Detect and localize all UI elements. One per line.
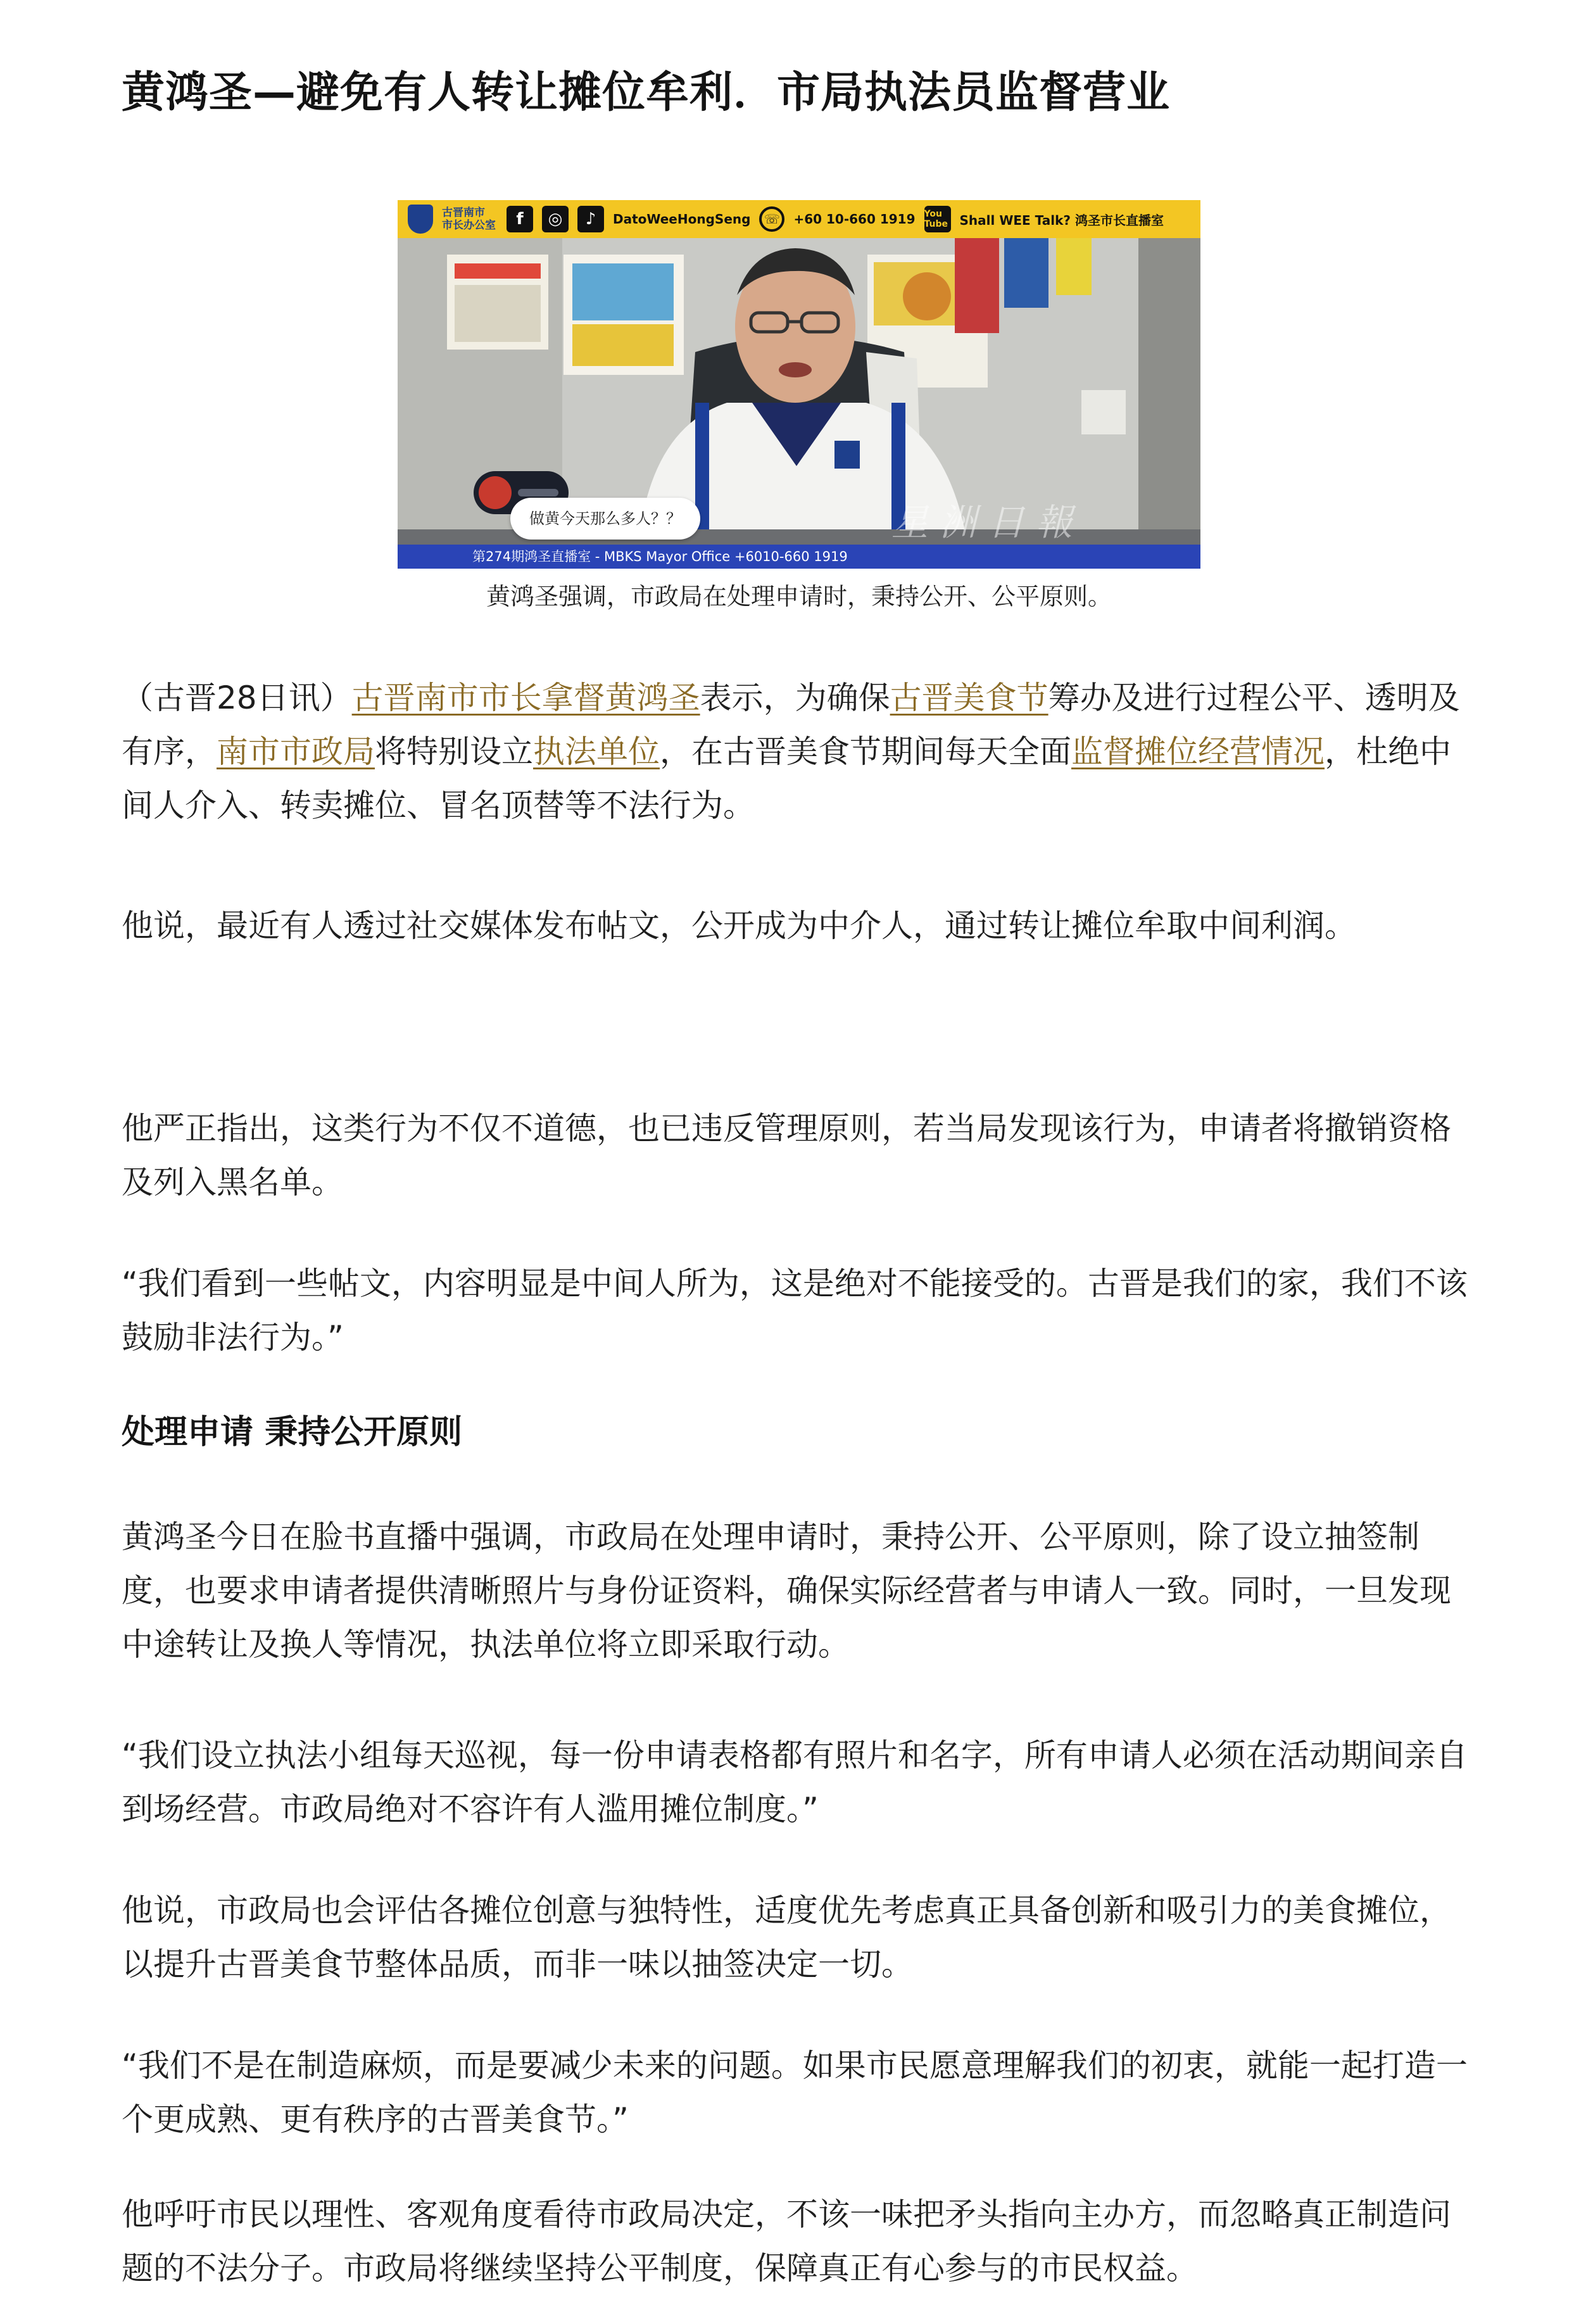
facebook-icon: f — [507, 206, 533, 232]
article-paragraph: 他呼吁市民以理性、客观角度看待市政局决定，不该一味把矛头指向主办方，而忽略真正制造问题的不法分子。市政局将继续坚持公平制度，保障真正有心参与的市民权益。 — [122, 2196, 1451, 2287]
stream-top-banner — [398, 200, 1200, 238]
stream-bottom-banner: 第274期鸿圣直播室 - MBKS Mayor Office +6010-660 1919 — [398, 545, 1200, 569]
newspaper-watermark: 星洲日報 — [891, 501, 1085, 544]
paragraph-text: ，杜绝中间人介入、转卖摊位、冒名顶替等不法行为。 — [122, 733, 1451, 824]
link-city-council[interactable]: 南市市政局 — [217, 733, 375, 770]
office-label: 古晋南市 市长办公室 — [442, 206, 496, 232]
paragraph-text: 筹办及进行过程公平、透明及有序， — [122, 679, 1460, 770]
dateline-text: （古晋28日讯） — [122, 679, 352, 716]
social-handle: DatoWeeHongSeng — [613, 212, 751, 227]
show-name: Shall WEE Talk? 鸿圣市长直播室 — [959, 212, 1164, 228]
article-paragraph: 他严正指出，这类行为不仅不道德，也已违反管理原则，若当局发现该行为，申请者将撤销资格及列入黑名单。 — [122, 1110, 1451, 1201]
phone-number: +60 10-660 1919 — [793, 212, 916, 227]
photo-caption: 黄鸿圣强调，市政局在处理申请时，秉持公开、公平原则。 — [486, 583, 1112, 610]
article-quote: “我们看到一些帖文，内容明显是中间人所为，这是绝对不能接受的。古晋是我们的家，我们不该鼓励非法行为。” — [122, 1265, 1468, 1356]
avatar-icon — [479, 476, 512, 509]
link-mayor[interactable]: 古晋南市市长拿督黄鸿圣 — [351, 679, 700, 716]
paragraph-text: ，在古晋美食节期间每天全面 — [660, 733, 1071, 770]
youtube-icon: You Tube — [924, 206, 951, 232]
article-quote: “我们不是在制造麻烦，而是要减少未来的问题。如果市民愿意理解我们的初衷，就能一起打造一个更成熟、更有秩序的古晋美食节。” — [122, 2047, 1468, 2138]
article-paragraph: 黄鸿圣今日在脸书直播中强调，市政局在处理申请时，秉持公开、公平原则，除了设立抽签制度，也要求申请者提供清晰照片与身份证资料，确保实际经营者与申请人一致。同时，一旦发现中途转让及换人等情况，执法单位将立即采取行动。 — [122, 1519, 1451, 1663]
article-quote: “我们设立执法小组每天巡视，每一份申请表格都有照片和名字，所有申请人必须在活动期间亲自到场经营。市政局绝对不容许有人滥用摊位制度。” — [122, 1737, 1468, 1828]
tiktok-icon: ♪ — [577, 206, 604, 232]
blurred-username — [518, 489, 558, 496]
link-stall-monitoring[interactable]: 监督摊位经营情况 — [1071, 733, 1325, 770]
instagram-icon: ◎ — [542, 206, 569, 232]
paragraph-text: 将特别设立 — [375, 733, 533, 770]
article-paragraph: 他说，市政局也会评估各摊位创意与独特性，适度优先考虑真正具备创新和吸引力的美食摊位，以提升古晋美食节整体品质，而非一味以抽签决定一切。 — [122, 1892, 1451, 1983]
article-paragraph-lede — [122, 671, 1476, 833]
paragraph-text: 表示，为确保 — [700, 679, 890, 716]
whatsapp-icon: ☏ — [759, 206, 784, 232]
live-comment-bubble: 做黄今天那么多人？？ — [510, 498, 700, 540]
article-title: 黄鸿圣—避免有人转让摊位牟利．市局执法员监督营业 — [122, 68, 1171, 118]
link-food-festival[interactable]: 古晋美食节 — [890, 679, 1048, 716]
article-subheading: 处理申请 秉持公开原则 — [122, 1413, 463, 1451]
link-enforcement-unit[interactable]: 执法单位 — [533, 733, 660, 770]
article-photo — [398, 200, 1200, 569]
mbks-crest-icon — [408, 205, 433, 234]
article-paragraph: 他说，最近有人透过社交媒体发布帖文，公开成为中介人，通过转让摊位牟取中间利润。 — [122, 907, 1356, 944]
